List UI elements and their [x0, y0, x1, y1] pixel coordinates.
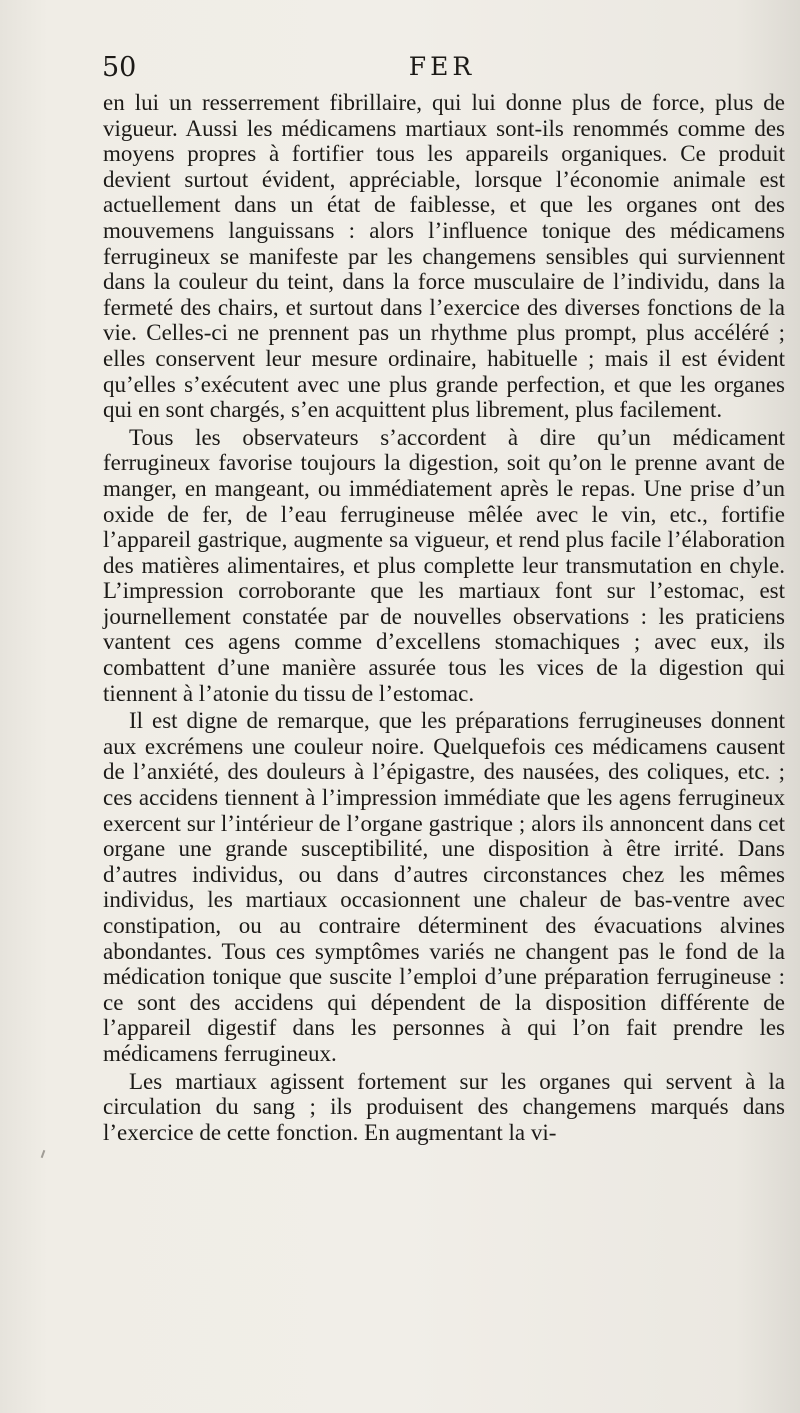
margin-speck — [41, 1150, 46, 1158]
paragraph-4: Les martiaux agissent fortement sur les organes qui servent à la circulation du sang ; ils produisent des changemens marqués dans l’exercice de cette fonction. En augmentant la vi- — [103, 1068, 785, 1145]
page-number: 50 — [102, 52, 137, 83]
paragraph-3: Il est digne de remarque, que les préparations ferrugineuses donnent aux excrémens une couleur noire. Quelquefois ces médicamens causent de l’anxiété, des douleurs à l’épigastre, des nausées, des coliques, etc. ; ces accidens tiennent à l’impression immédiate que les agens ferrugineux exercent sur l’intérieur de l’organe gastrique ; alors ils annoncent dans cet organe une grande susceptibilité, une disposition à être irrité. Dans d’autres individus, ou dans d’autres circonstances chez les mêmes individus, les martiaux occasionnent une chaleur de bas-ventre avec constipation, ou au contraire déterminent des évacuations alvines abondantes. Tous ces symptômes variés ne changent pas le fond de la médication tonique que suscite l’emploi d’une préparation ferrugineuse : ce sont des accidens qui dépendent de la disposition différente de l’appareil digestif dans les personnes à qui l’on fait prendre les médicamens ferrugineux. — [103, 708, 785, 1066]
page-header — [102, 52, 782, 86]
body-text — [103, 90, 785, 1145]
paragraph-2: Tous les observateurs s’accordent à dire qu’un médicament ferrugineux favorise toujours la digestion, soit qu’on le prenne avant de manger, en mangeant, ou immédiatement après le repas. Une prise d’un oxide de fer, de l’eau ferrugineuse mêlée avec le vin, etc., fortifie l’appareil gastrique, augmente sa vigueur, et rend plus facile l’élaboration des matières alimentaires, et plus complette leur transmutation en chyle. L’impression corroborante que les martiaux font sur l’estomac, est journellement constatée par de nouvelles observations : les praticiens vantent ces agens comme d’excellens stomachiques ; avec eux, ils combattent d’une manière assurée tous les vices de la digestion qui tiennent à l’atonie du tissu de l’estomac. — [103, 424, 785, 706]
paragraph-1: en lui un resserrement fibrillaire, qui lui donne plus de force, plus de vigueur. Aussi les médicamens martiaux sont-ils renommés comme des moyens propres à fortifier tous les appareils organiques. Ce produit devient surtout évident, appréciable, lorsque l’économie animale est actuellement dans un état de faiblesse, et que les organes ont des mouvemens languissans : alors l’influence tonique des médicamens ferrugineux se manifeste par les changemens sensibles qui surviennent dans la couleur du teint, dans la force musculaire de l’individu, dans la fermeté des chairs, et surtout dans l’exercice des diverses fonctions de la vie. Celles-ci ne prennent pas un rhythme plus prompt, plus accéléré ; elles conservent leur mesure ordinaire, habituelle ; mais il est évident qu’elles s’exécutent avec une plus grande perfection, et que les organes qui en sont chargés, s’en acquittent plus librement, plus facilement. — [103, 90, 785, 423]
running-head: FER — [408, 52, 476, 81]
